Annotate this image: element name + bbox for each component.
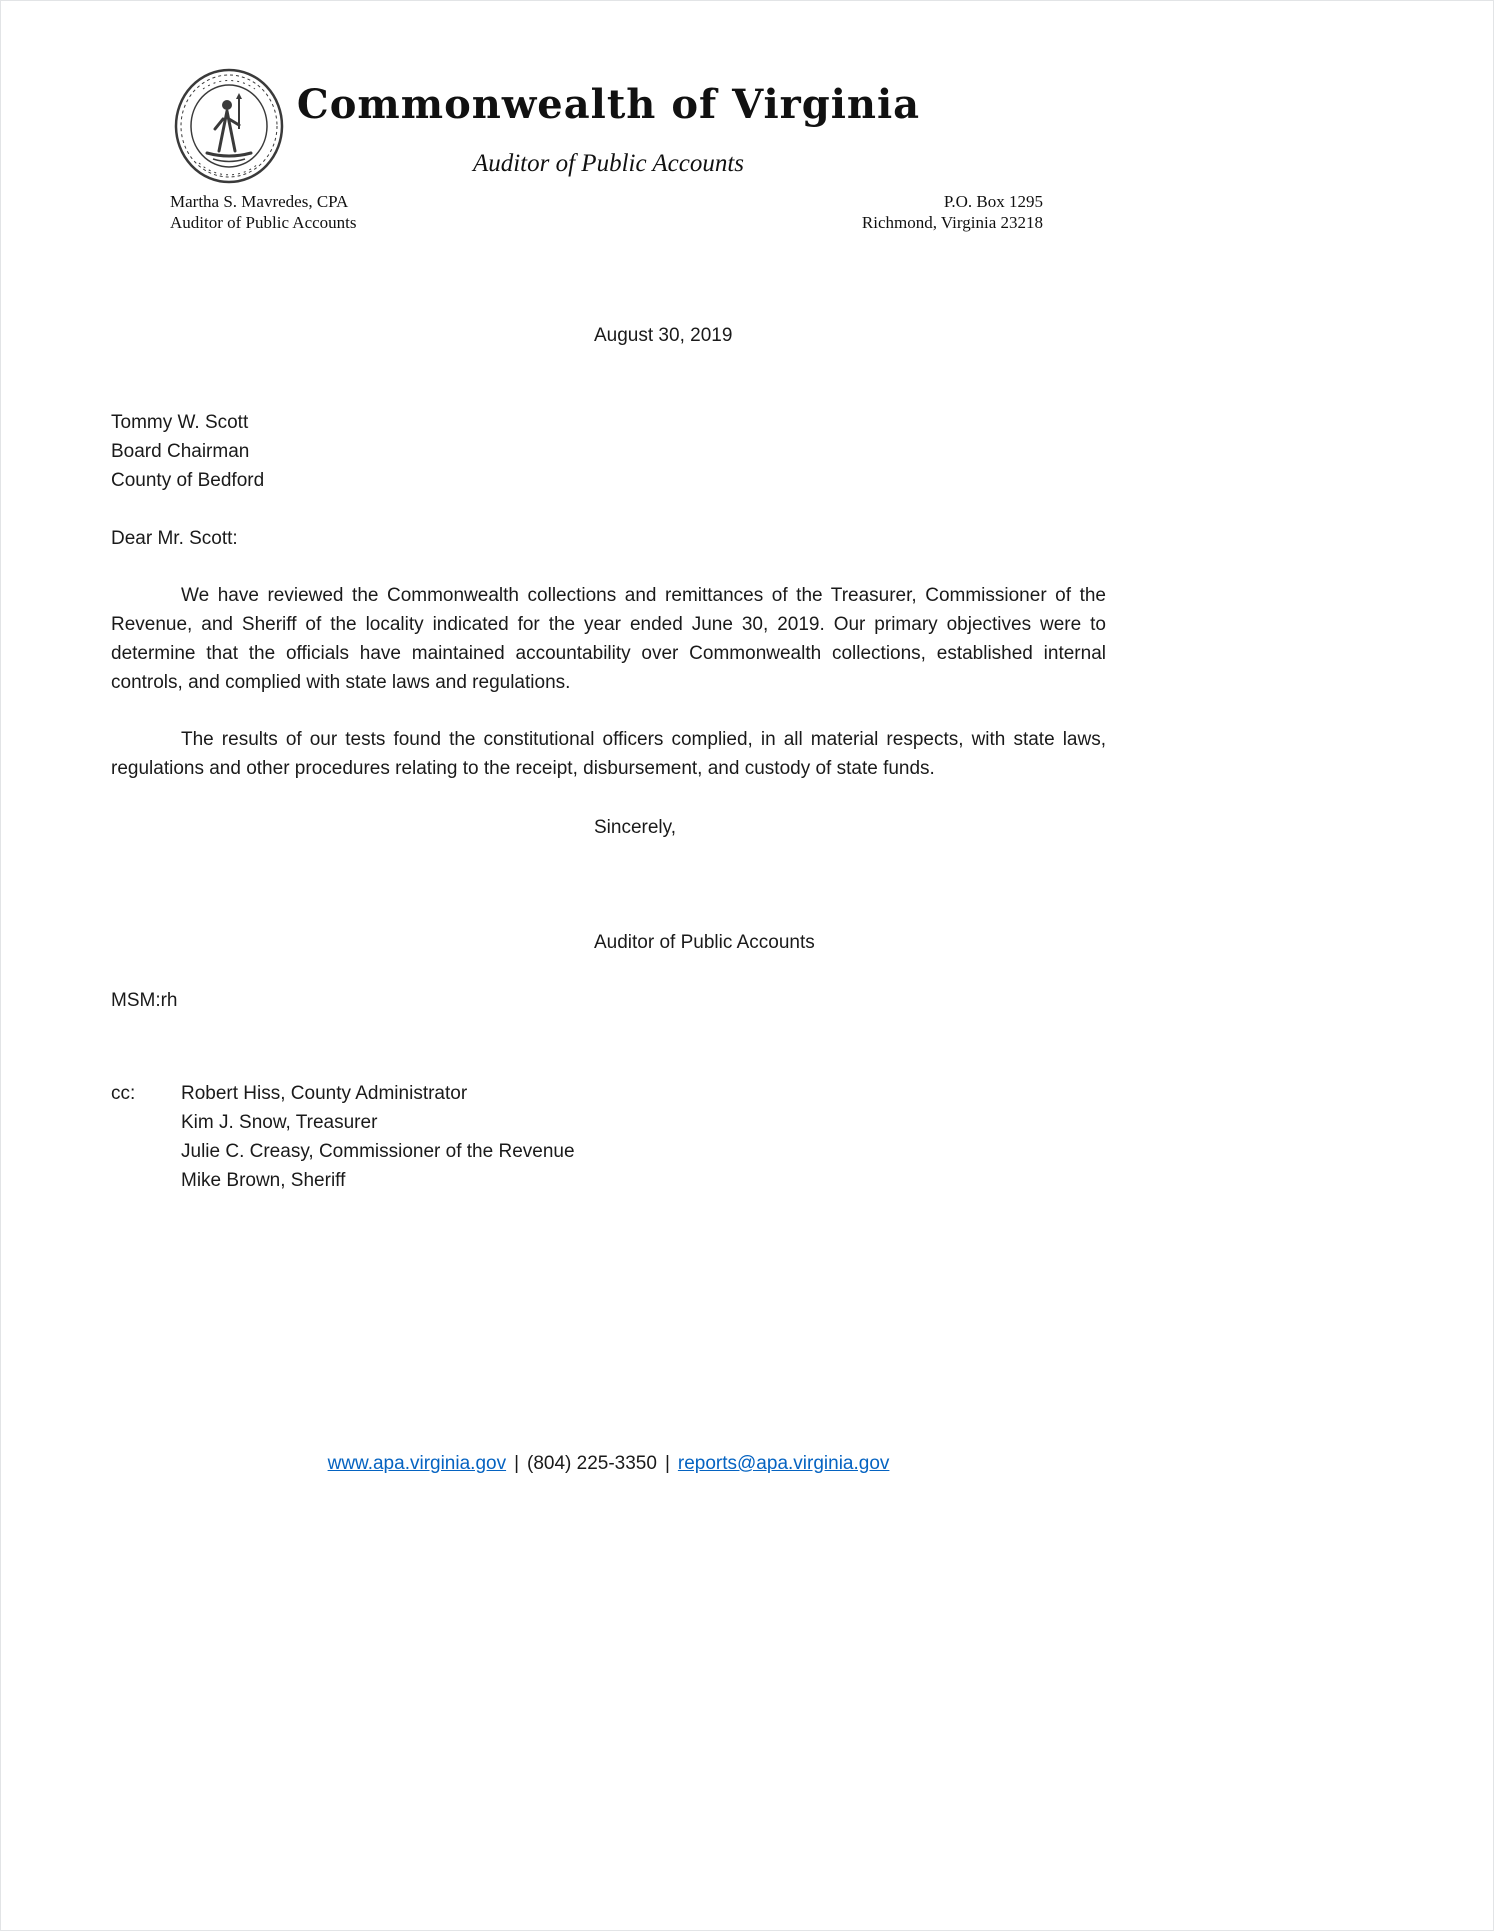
phone-number: (804) 225-3350 [527, 1453, 657, 1474]
auditor-name-block [170, 191, 357, 233]
letter-body [111, 321, 1106, 1195]
cc-list [181, 1079, 575, 1195]
auditor-title: Auditor of Public Accounts [170, 213, 357, 232]
letterhead-center [111, 81, 1106, 178]
cc-block [111, 1079, 1106, 1195]
recipient-locality: County of Bedford [111, 470, 265, 491]
city-state-zip: Richmond, Virginia 23218 [861, 213, 1043, 232]
letterhead [1, 1, 1493, 251]
footer-separator: | [514, 1453, 520, 1474]
po-box: P.O. Box 1295 [943, 192, 1043, 211]
letter-date: August 30, 2019 [594, 325, 733, 346]
auditor-name: Martha S. Mavredes, CPA [170, 192, 349, 211]
paragraph-1: We have reviewed the Commonwealth collections and remittances of the Treasurer, Commissioner of the Revenue, and Sheriff of the locality indicated for the year ended June 30, 2019. Our primary objectives were to determine that the officials have maintained accountability over Commonwealth collections, established internal controls, and complied with state laws and regulations. [111, 585, 1106, 693]
recipient-name: Tommy W. Scott [111, 412, 249, 433]
closing: Sincerely, [594, 817, 677, 838]
office-address-block [862, 191, 1043, 233]
page-footer [111, 1453, 1106, 1475]
reference-initials: MSM:rh [111, 990, 178, 1011]
cc-item: Julie C. Creasy, Commissioner of the Revenue [181, 1141, 575, 1162]
signer-title: Auditor of Public Accounts [594, 932, 815, 953]
dept-title: Auditor of Public Accounts [472, 150, 745, 177]
cc-item: Mike Brown, Sheriff [181, 1170, 346, 1191]
email-link[interactable]: reports@apa.virginia.gov [677, 1453, 890, 1474]
cc-item: Kim J. Snow, Treasurer [181, 1112, 378, 1133]
website-link[interactable]: www.apa.virginia.gov [327, 1453, 507, 1474]
paragraph-2: The results of our tests found the constitutional officers complied, in all material respects, with state laws, regulations and other procedures relating to the receipt, disbursement, and custody of state funds. [111, 729, 1106, 779]
org-title: Commonwealth of Virginia [296, 81, 921, 128]
footer-separator: | [664, 1453, 670, 1474]
cc-item: Robert Hiss, County Administrator [181, 1083, 468, 1104]
cc-label: cc: [111, 1083, 136, 1104]
recipient-block [111, 408, 1106, 495]
salutation: Dear Mr. Scott: [111, 528, 238, 549]
recipient-title: Board Chairman [111, 441, 250, 462]
